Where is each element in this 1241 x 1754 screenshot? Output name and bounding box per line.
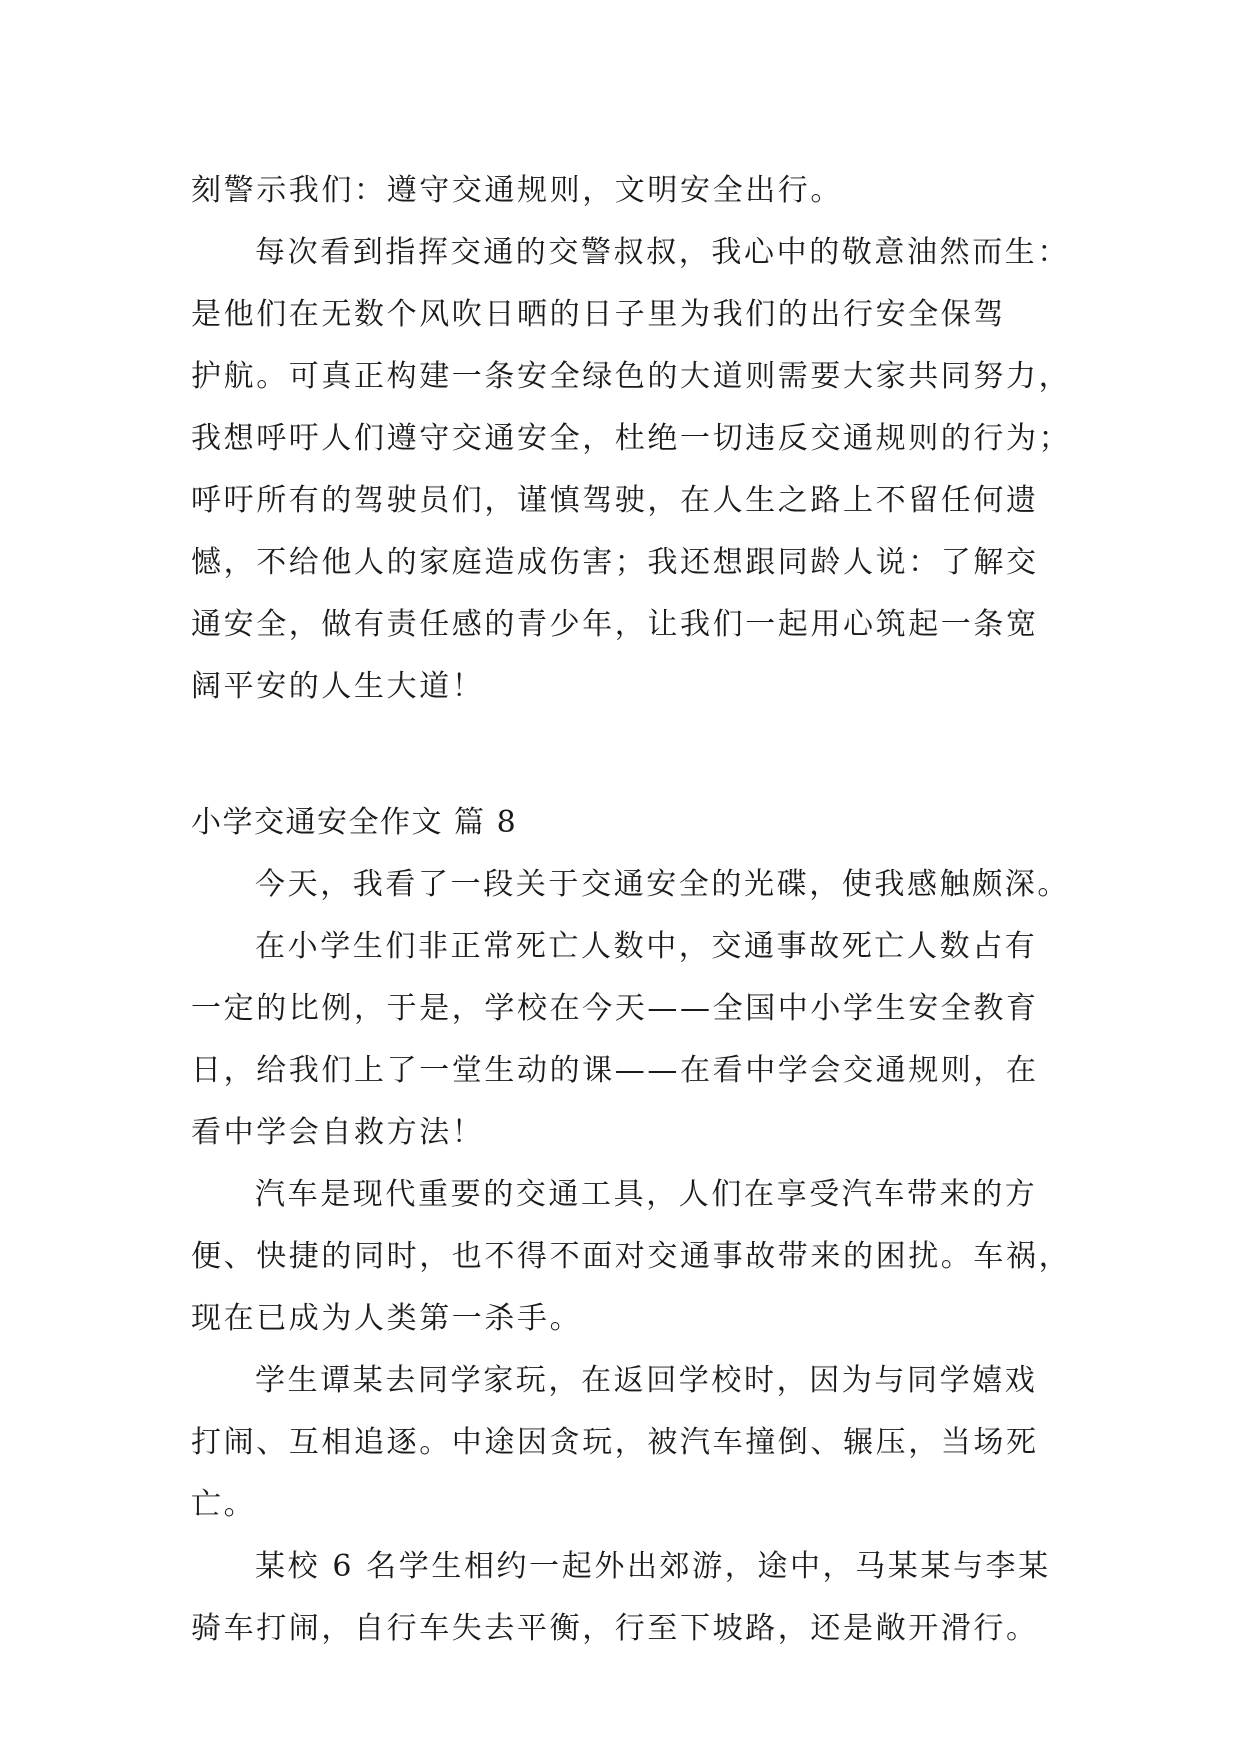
text-line: 憾，不给他人的家庭造成伤害；我还想跟同龄人说：了解交 [191, 545, 1039, 580]
text-line: 阔平安的人生大道！ [191, 669, 485, 704]
text-line: 现在已成为人类第一杀手。 [191, 1301, 583, 1336]
text-line: 每次看到指挥交通的交警叔叔，我心中的敬意油然而生： [255, 235, 1070, 270]
section-gap [191, 718, 1071, 792]
text-line: 在小学生们非正常死亡人数中，交通事故死亡人数占有 [255, 929, 1038, 964]
text-line: 刻警示我们：遵守交通规则，文明安全出行。 [191, 173, 843, 208]
text-line: 护航。可真正构建一条安全绿色的大道则需要大家共同努力， [191, 359, 1072, 394]
paragraph-student-tan [191, 1350, 1071, 1536]
paragraph-traffic-police [191, 222, 1071, 718]
document-body [191, 160, 1071, 1660]
paragraph-outing [191, 1536, 1071, 1660]
text-line: 亡。 [191, 1487, 257, 1522]
text-line: 看中学会自救方法！ [191, 1115, 485, 1150]
text-line: 我想呼吁人们遵守交通安全，杜绝一切违反交通规则的行为； [191, 421, 1072, 456]
text-line: 打闹、互相追逐。中途因贪玩，被汽车撞倒、辗压，当场死 [191, 1425, 1039, 1460]
text-line: 今天，我看了一段关于交通安全的光碟，使我感触颇深。 [255, 867, 1070, 902]
text-line: 呼吁所有的驾驶员们，谨慎驾驶，在人生之路上不留任何遗 [191, 483, 1039, 518]
paragraph-continuation [191, 160, 1071, 222]
text-line: 某校 6 名学生相约一起外出郊游，途中，马某某与李某 [255, 1549, 1051, 1584]
text-line: 是他们在无数个风吹日晒的日子里为我们的出行安全保驾 [191, 297, 1006, 332]
paragraph-dvd [191, 854, 1071, 916]
text-line: 一定的比例，于是，学校在今天——全国中小学生安全教育 [191, 991, 1039, 1026]
text-line: 日，给我们上了一堂生动的课——在看中学会交通规则，在 [191, 1053, 1039, 1088]
text-line: 便、快捷的同时，也不得不面对交通事故带来的困扰。车祸， [191, 1239, 1072, 1274]
paragraph-statistics [191, 916, 1071, 1164]
text-line: 通安全，做有责任感的青少年，让我们一起用心筑起一条宽 [191, 607, 1039, 642]
section-heading: 小学交通安全作文 篇 8 [191, 805, 518, 840]
text-line: 骑车打闹，自行车失去平衡，行至下坡路，还是敞开滑行。 [191, 1611, 1039, 1646]
text-line: 学生谭某去同学家玩，在返回学校时，因为与同学嬉戏 [255, 1363, 1038, 1398]
paragraph-cars [191, 1164, 1071, 1350]
text-line: 汽车是现代重要的交通工具，人们在享受汽车带来的方 [255, 1177, 1038, 1212]
